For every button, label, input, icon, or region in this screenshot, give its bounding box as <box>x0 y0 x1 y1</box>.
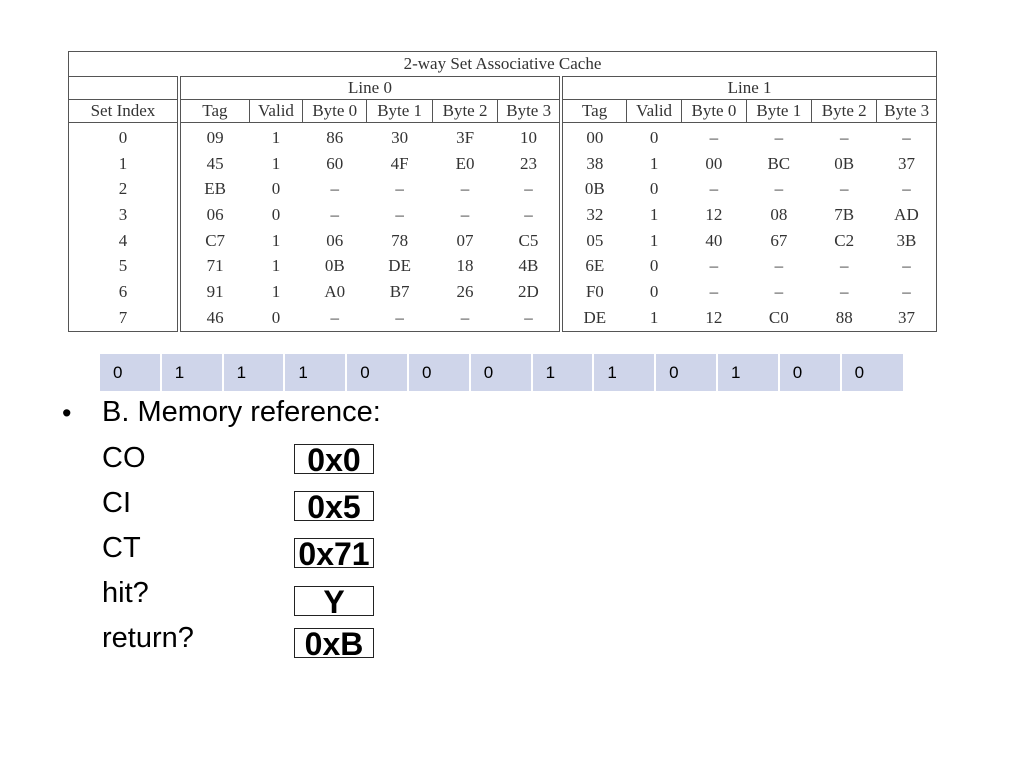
column-header: Byte 2 <box>432 100 497 123</box>
table-cell: DE <box>561 305 626 331</box>
table-cell: 23 <box>498 151 561 177</box>
table-cell: 2 <box>69 176 179 202</box>
table-cell: – <box>498 176 561 202</box>
table-cell: 1 <box>649 153 659 173</box>
table-cell: C0 <box>768 307 789 327</box>
table-cell: 7 <box>69 305 179 331</box>
question-title: B. Memory reference: <box>102 396 381 428</box>
table-cell: 06 <box>206 204 224 224</box>
table-cell: 3 <box>69 202 179 228</box>
table-row <box>69 176 937 202</box>
column-header: Byte 1 <box>746 100 811 123</box>
hit-label: hit? <box>102 577 149 609</box>
table-cell: 4B <box>498 253 561 279</box>
table-cell: – <box>709 127 719 147</box>
column-header: Valid <box>627 100 682 123</box>
column-header-row <box>69 100 937 123</box>
table-cell: 26 <box>456 281 474 301</box>
table-cell: – <box>839 281 849 301</box>
table-cell: 1 <box>69 151 179 177</box>
table-cell: 0 <box>649 256 659 276</box>
column-header: Byte 3 <box>877 100 937 123</box>
bit-cell: 1 <box>162 354 224 391</box>
table-cell: 40 <box>705 230 723 250</box>
table-cell: 12 <box>705 204 723 224</box>
table-cell: 0 <box>271 204 281 224</box>
table-cell: 46 <box>206 307 224 327</box>
table-cell: – <box>330 179 339 199</box>
ci-label: CI <box>102 487 131 519</box>
table-cell: 7B <box>834 204 855 224</box>
table-row <box>69 279 937 305</box>
table-cell: 1 <box>649 230 659 250</box>
bullet-icon: • <box>62 398 72 428</box>
table-cell: – <box>902 256 911 276</box>
table-cell: 12 <box>705 307 723 327</box>
table-cell: 45 <box>206 153 224 173</box>
table-cell: 09 <box>206 127 224 147</box>
table-cell: – <box>460 204 470 224</box>
table-cell: – <box>902 127 911 147</box>
table-cell: – <box>498 202 561 228</box>
table-cell: 06 <box>326 230 344 250</box>
table-cell: 4 <box>69 228 179 254</box>
address-bit-strip <box>100 354 903 391</box>
table-cell: 08 <box>770 204 788 224</box>
table-cell: A0 <box>324 281 346 301</box>
table-cell: AD <box>894 204 919 224</box>
table-cell: 60 <box>326 153 344 173</box>
bit-cell: 0 <box>471 354 533 391</box>
ct-label: CT <box>102 532 141 564</box>
table-cell: E0 <box>455 153 475 173</box>
table-cell: – <box>395 204 404 224</box>
table-cell: – <box>774 179 784 199</box>
table-cell: 91 <box>206 281 224 301</box>
line0-header: Line 0 <box>179 77 561 100</box>
hit-answer-box: Y <box>294 586 374 616</box>
table-cell: 6 <box>69 279 179 305</box>
table-cell: 0 <box>69 123 179 151</box>
column-header: Tag <box>179 100 250 123</box>
bit-cell: 0 <box>842 354 904 391</box>
header-blank <box>69 77 179 100</box>
bit-cell: 0 <box>100 354 162 391</box>
column-header: Set Index <box>69 100 179 123</box>
table-cell: 0B <box>834 153 855 173</box>
line1-header: Line 1 <box>561 77 936 100</box>
table-cell: 6E <box>561 253 626 279</box>
bit-cell: 1 <box>594 354 656 391</box>
table-cell: 30 <box>391 127 409 147</box>
table-cell: 88 <box>835 307 853 327</box>
bit-cell: 1 <box>224 354 286 391</box>
table-row <box>69 151 937 177</box>
table-cell: – <box>395 307 404 327</box>
table-cell: BC <box>767 153 791 173</box>
table-row <box>69 253 937 279</box>
table-cell: 10 <box>498 123 561 151</box>
table-cell: 1 <box>649 204 659 224</box>
table-cell: DE <box>388 256 411 276</box>
cache-table <box>68 51 937 332</box>
table-cell: 0B <box>324 256 345 276</box>
column-header: Byte 3 <box>498 100 561 123</box>
table-row <box>69 123 937 151</box>
table-cell: 00 <box>561 123 626 151</box>
bit-cell: 1 <box>285 354 347 391</box>
table-cell: 71 <box>206 256 224 276</box>
table-cell: 00 <box>705 153 723 173</box>
cache-body <box>69 123 937 332</box>
table-cell: 0 <box>271 307 281 327</box>
table-cell: 18 <box>456 256 474 276</box>
table-cell: 1 <box>271 153 281 173</box>
table-cell: – <box>902 281 911 301</box>
table-cell: 86 <box>326 127 344 147</box>
table-cell: C5 <box>498 228 561 254</box>
table-cell: 3B <box>896 230 917 250</box>
table-cell: – <box>839 256 849 276</box>
table-cell: 0 <box>649 127 659 147</box>
co-answer-box: 0x0 <box>294 444 374 474</box>
column-header: Byte 1 <box>367 100 432 123</box>
table-cell: – <box>460 179 470 199</box>
table-cell: – <box>395 179 404 199</box>
bit-cell: 1 <box>718 354 780 391</box>
ci-answer-box: 0x5 <box>294 491 374 521</box>
table-cell: 37 <box>897 153 915 173</box>
table-cell: 1 <box>271 281 281 301</box>
return-label: return? <box>102 622 194 654</box>
bit-cell: 0 <box>347 354 409 391</box>
table-cell: – <box>330 204 339 224</box>
table-cell: B7 <box>389 281 410 301</box>
table-cell: 3F <box>456 127 475 147</box>
table-cell: – <box>774 281 784 301</box>
column-header: Byte 0 <box>303 100 367 123</box>
table-cell: – <box>902 179 911 199</box>
bit-cell: 0 <box>780 354 842 391</box>
table-cell: 1 <box>271 230 281 250</box>
table-cell: 38 <box>561 151 626 177</box>
table-cell: 1 <box>271 256 281 276</box>
table-row <box>69 305 937 331</box>
table-cell: C7 <box>205 230 226 250</box>
ct-answer-box: 0x71 <box>294 538 374 568</box>
column-header: Byte 0 <box>682 100 746 123</box>
table-cell: C2 <box>834 230 855 250</box>
co-label: CO <box>102 442 146 474</box>
table-cell: 78 <box>391 230 409 250</box>
bit-cell: 1 <box>533 354 595 391</box>
table-cell: 05 <box>561 228 626 254</box>
table-cell: EB <box>204 179 227 199</box>
table-cell: 0 <box>649 179 659 199</box>
table-cell: – <box>498 305 561 331</box>
table-row <box>69 228 937 254</box>
table-cell: 0 <box>271 179 281 199</box>
table-cell: 0 <box>649 281 659 301</box>
table-cell: 07 <box>456 230 474 250</box>
bit-cell: 0 <box>656 354 718 391</box>
table-cell: – <box>330 307 339 327</box>
table-cell: 37 <box>897 307 915 327</box>
table-cell: – <box>709 179 719 199</box>
table-cell: – <box>460 307 470 327</box>
table-cell: – <box>839 127 849 147</box>
table-cell: – <box>774 127 784 147</box>
table-cell: F0 <box>561 279 626 305</box>
table-cell: 1 <box>649 307 659 327</box>
table-cell: 1 <box>271 127 281 147</box>
column-header: Valid <box>249 100 302 123</box>
table-cell: 2D <box>498 279 561 305</box>
table-cell: 32 <box>561 202 626 228</box>
table-cell: 5 <box>69 253 179 279</box>
table-title: 2-way Set Associative Cache <box>69 52 937 77</box>
column-header: Tag <box>561 100 626 123</box>
table-cell: – <box>709 256 719 276</box>
column-header: Byte 2 <box>812 100 877 123</box>
table-cell: 4F <box>390 153 409 173</box>
table-row <box>69 202 937 228</box>
table-cell: 67 <box>770 230 788 250</box>
table-cell: – <box>839 179 849 199</box>
table-cell: 0B <box>561 176 626 202</box>
return-answer-box: 0xB <box>294 628 374 658</box>
bit-cell: 0 <box>409 354 471 391</box>
table-cell: – <box>774 256 784 276</box>
table-cell: – <box>709 281 719 301</box>
